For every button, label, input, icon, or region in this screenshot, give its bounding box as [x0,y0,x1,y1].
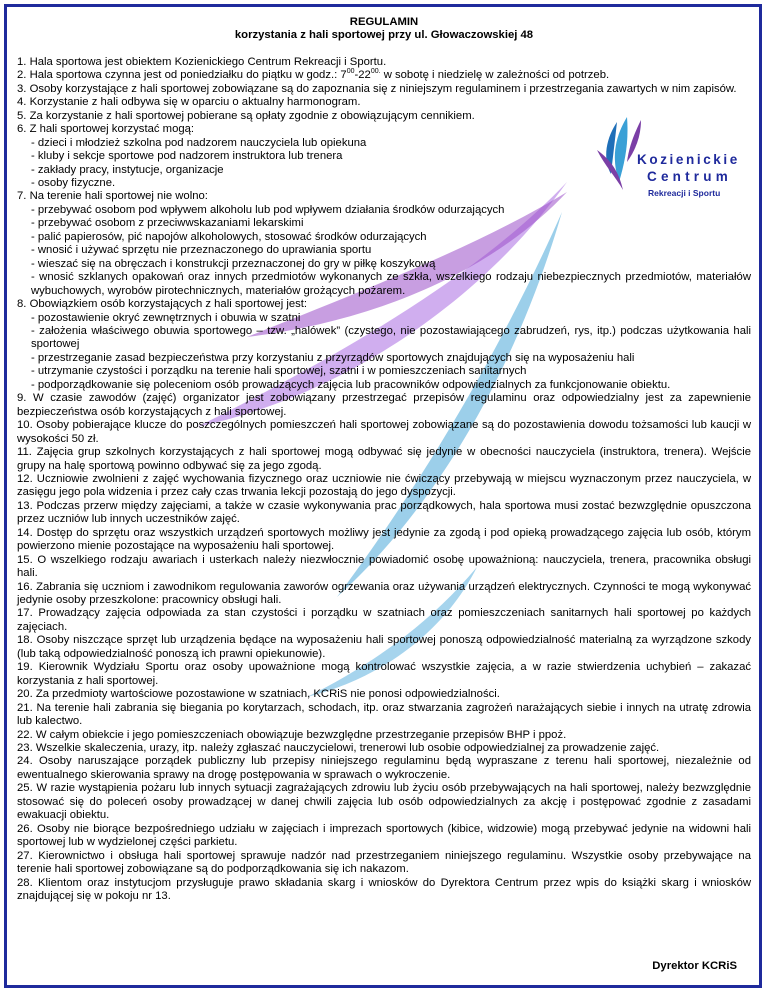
document-title: REGULAMIN [349,16,419,28]
list-item: 2. Hala sportowa czynna jest od poniedziałku do piątku w godz.: $7^{00}-22^{00.}$ w sobotę i niedzielę w zależności od potrzeb. [17,68,610,82]
list-item: 14. Dostęp do sprzętu oraz wszystkich urządzeń sportowych możliwy jest jedynie za zgodą i pod opieką prowadzącego zajęcia lub osób, którym powierzono mienie pozostające na wyposażeniu hali sportowej. [17,526,751,553]
sub-list-item: - przebywać osobom pod wpływem alkoholu lub pod wpływem działania środków odurzających [31,203,505,216]
document-page [4,4,762,988]
sub-list-item: - wnosić i używać sprzętu nie przeznaczonego do uprawiania sportu [31,244,372,257]
list-item: 3. Osoby korzystające z hali sportowej zobowiązane są do zapoznania się z niniejszym regulaminem i przestrzegania zawartych w nim zapisów. [17,82,737,95]
list-item: 28. Klientom oraz instytucjom przysługuje prawo składania skarg i wniosków do Dyrektora Centrum przez wpis do książki skarg i wniosków znajdującej się w pokoju nr 13. [17,876,752,902]
sub-list-item: - palić papierosów, pić napojów alkoholowych, stosować środków odurzających [31,230,427,243]
logo-text-line2: Centrum [647,169,732,184]
sub-list-item: - wieszać się na obręczach i konstrukcji przeznaczonej do gry w piłkę koszykową [31,257,436,270]
list-item: 21. Na terenie hali zabrania się biegania po korytarzach, schodach, itp. oraz stwarzania zagrożeń narażających siebie i innych na utratę zdrowia lub kalectwo. [17,701,751,728]
list-item: 10. Osoby pobierające klucze do poszczególnych pomieszczeń hali sportowej zobowiązane są do pozostawienia dowodu tożsamości lub kaucji w wysokości 50 zł. [17,419,752,445]
list-item: 25. W razie wystąpienia pożaru lub innych sytuacji zagrażających zdrowiu lub życiu osób przebywających na hali sportowej, należy bezwzględnie stosować się do poleceń osoby prowadzącej w danej chwili zajęcia lub osób odpowiedzialnych za akcję i postępować zgodnie z zasadami ewakuacji obiektu. [17,782,751,822]
list-item: 7. Na terenie hali sportowej nie wolno: [17,190,208,203]
sub-list-item: - zakłady pracy, instytucje, organizacje [31,163,224,176]
list-item: 26. Osoby nie biorące bezpośredniego udziału w zajęciach i imprezach sportowych (kibice, widzowie) mogą przebywać jedynie na widowni hali sportowej lub w wydzielonej części parkietu. [17,822,752,849]
list-item: 16. Zabrania się uczniom i zawodnikom regulowania zaworów ogrzewania oraz używania urządzeń elektrycznych. Czynności te mogą wykonywać jedynie osoby przeszkolone: pracownicy obsługi hali. [17,580,752,607]
sub-list-item: - kluby i sekcje sportowe pod nadzorem instruktora lub trenera [31,150,343,163]
logo-text-line1: Kozienickie [637,152,740,167]
list-item: 8. Obowiązkiem osób korzystających z hali sportowej jest: [17,298,308,311]
list-item: 23. Wszelkie skaleczenia, urazy, itp. należy zgłaszać nauczycielowi, trenerowi lub osobie odpowiedzialnej za prowadzenie zajęć. [17,742,660,755]
list-item: 20. Za przedmioty wartościowe pozostawione w szatniach, KCRiS nie ponosi odpowiedzialności. [17,688,500,701]
list-item: 22. W całym obiekcie i jego pomieszczeniach obowiązuje bezwzględne przestrzeganie przepisów BHP i ppoż. [17,728,567,741]
list-item: 6. Z hali sportowej korzystać mogą: [17,123,195,136]
list-item: 9. W czasie zawodów (zajęć) organizator jest zobowiązany przestrzegać przepisów regulaminu oraz odpowiedzialny jest za zapewnienie bezpieczeństwa osób korzystających z hali sportowej. [17,392,752,418]
list-item: 5. Za korzystanie z hali sportowej pobierane są opłaty zgodnie z obowiązującym cennikiem. [17,109,475,122]
sub-list-item: - pozostawienie okryć zewnętrznych i obuwia w szatni [31,311,301,324]
regulation-content [17,16,751,903]
list-item: 17. Prowadzący zajęcia odpowiada za stan czystości i porządku w szatniach oraz pomieszczeniach sanitarnych hali sportowej po każdych zajęciach. [17,607,751,633]
sub-list-item: - podporządkowanie się poleceniom osób prowadzących zajęcia lub pracowników odpowiedzialnych za funkcjonowanie obiektu. [31,378,671,391]
document-subtitle: korzystania z hali sportowej przy ul. Głowaczowskiej 48 [234,29,534,42]
sub-list-item: - dzieci i młodzież szkolna pod nadzorem nauczyciela lub opiekuna [31,136,367,149]
list-item: 1. Hala sportowa jest obiektem Kozienickiego Centrum Rekreacji i Sportu. [17,55,387,68]
list-item: 13. Podczas przerw między zajęciami, a także w czasie wykonywania prac porządkowych, hala sportowa musi zostać bezwzględnie opuszczona przez uczniów lub innych uczestników zajęć. [17,499,751,526]
logo-text-line3: Rekreacji i Sportu [648,188,721,198]
sub-list-item: - przebywać osobom z przeciwwskazaniami lekarskimi [31,217,304,230]
list-item: 18. Osoby niszczące sprzęt lub urządzenia będące na wyposażeniu hali sportowej ponoszą odpowiedzialność materialną za wyrządzone szkody (lub taką odpowiedzialność ponoszą ich prawni opiekunowie). [17,634,752,660]
list-item: 12. Uczniowie zwolnieni z zajęć wychowania fizycznego oraz uczniowie nie ćwiczący przebywają w miejscu wyznaczonym przez nauczyciela, w zasięgu jego pola widzenia i przez cały czas trwania lekcji pozostają do jego dyspozycji. [17,472,751,499]
list-item: 27. Kierownictwo i obsługa hali sportowej sprawuje nadzór nad przestrzeganiem niniejszego regulaminu. Wszystkie osoby przebywające na terenie hali sportowej zobowiązane są do podporządkowania się ich nakazom. [17,849,751,876]
list-item: 24. Osoby naruszające porządek publiczny lub przepisy niniejszego regulaminu będą wypraszane z terenu hali sportowej, niezależnie od ewentualnego skierowania sprawy na drogę postępowania w sprawach o wykroczenie. [17,755,751,781]
signature: Dyrektor KCRiS [652,960,737,972]
list-item: 19. Kierownik Wydziału Sportu oraz osoby upoważnione mogą kontrolować wszystkie zajęcia, a w razie stwierdzenia uchybień – zakazać korzystania z hali sportowej. [17,661,751,687]
list-item: 11. Zajęcia grup szkolnych korzystających z hali sportowej mogą odbywać się jedynie w obecności nauczyciela (instruktora, trenera). Wejście grupy na halę sportową powinno odbywać się za jego zgodą. [17,446,751,472]
list-item: 4. Korzystanie z hali odbywa się w oparciu o aktualny harmonogram. [17,96,361,109]
sub-list-item: - przestrzeganie zasad bezpieczeństwa przy korzystaniu z przyrządów sportowych znajdujących się na wyposażeniu hali [31,351,635,364]
sub-list-item: - założenia właściwego obuwia sportowego – tzw. „halówek” (czystego, nie pozostawiającego zabrudzeń, rys, itp.) podczas użytkowania hali sportowej [31,324,751,351]
sub-list-item: - osoby fizyczne. [31,176,116,189]
list-item: 15. O wszelkiego rodzaju awariach i usterkach należy niezwłocznie powiadomić osobę upoważnioną: nauczyciela, trenera, pracownika obsługi hali. [17,553,751,580]
sub-list-item: - utrzymanie czystości i porządku na terenie hali sportowej, szatni i w pomieszczeniach sanitarnych [31,365,527,378]
sub-list-item: - wnosić szklanych opakowań oraz innych przedmiotów wykonanych ze szkła, wszelkiego rodzaju niebezpiecznych przedmiotów, materiałów wybuchowych, wyrobów pirotechnicznych, materiałów grożących pożarem. [31,271,751,297]
